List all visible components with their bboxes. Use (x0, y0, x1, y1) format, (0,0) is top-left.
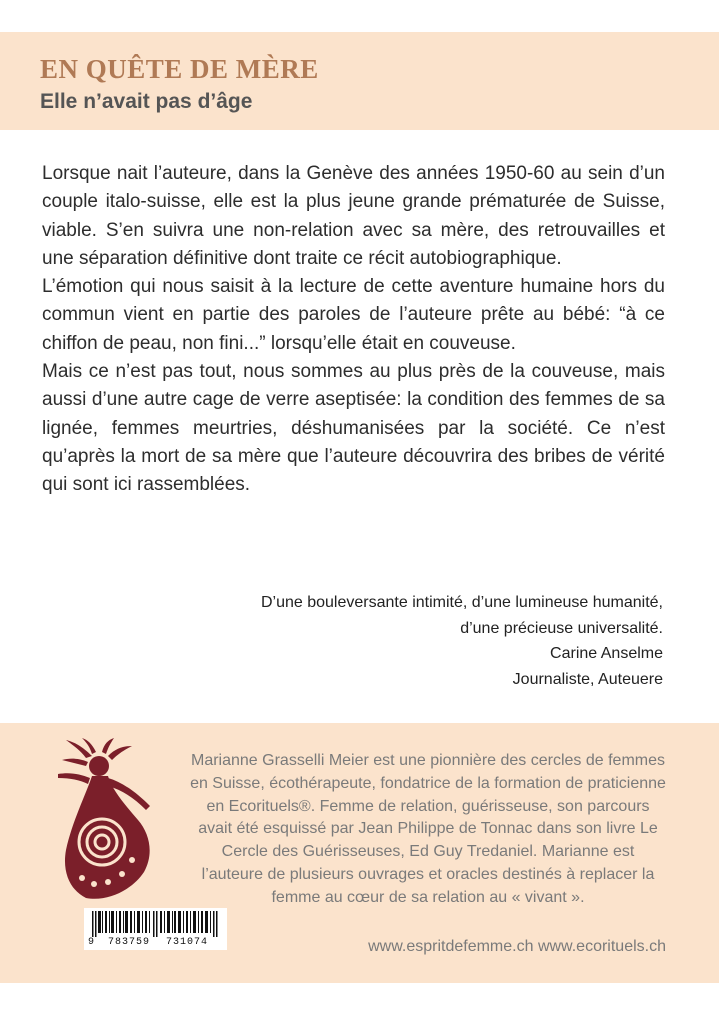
book-title: EN QUÊTE DE MÈRE (40, 54, 319, 84)
dancing-woman-spiral-icon (52, 738, 162, 900)
quote-line-2: d’une précieuse universalité. (460, 619, 663, 637)
blurb-paragraph-1: Lorsque nait l’auteure, dans la Genève des années 1950-60 au sein d’un couple italo-suisse, elle est la plus jeune grande prématurée de Suisse, viable. S’en suivra une non-relation avec sa mère, des retrouvailles et une séparation définitive dont traite ce récit autobiographique. (42, 163, 665, 269)
author-bio: Marianne Grasselli Meier est une pionnière des cercles de femmes en Suisse, écothérapeute, fondatrice de la formation de praticienne en Ecorituels®. Femme de relation, guérisseuse, son parcours avait été esquissé par Jean Philippe de Tonnac dans son livre Le Cercle des Guérisseuses, Ed Guy Tredaniel. Marianne est l’auteure de plusieurs ouvrages et oracles destinés à replacer la femme au cœur de sa relation au « vivant ». (190, 752, 666, 906)
barcode-icon (92, 911, 220, 937)
isbn-right-group: 731074 (166, 937, 209, 948)
quote-line-1: D’une bouleversante intimité, d’une lumineuse humanité, (260, 594, 663, 611)
quote-author: Carine Anselme (550, 645, 663, 663)
blurb-text (42, 160, 665, 500)
isbn-barcode (84, 908, 227, 950)
book-subtitle: Elle n’avait pas d’âge (40, 90, 253, 113)
isbn-left-group: 783759 (108, 937, 151, 948)
website-links: www.espritdefemme.ch www.ecorituels.ch (368, 938, 666, 955)
blurb-paragraph-2: L’émotion qui nous saisit à la lecture de cette aventure humaine hors du commun vient en partie des paroles de l’auteure prête au bébé: “à ce chiffon de peau, non fini...” lorsqu’elle était en couveuse. (42, 276, 665, 354)
isbn-prefix: 9 (88, 937, 95, 948)
isbn-number (86, 937, 225, 949)
quote-author-role: Journaliste, Auteuere (512, 671, 663, 689)
blurb-paragraph-3: Mais ce n’est pas tout, nous sommes au plus près de la couveuse, mais aussi d’une autre cage de verre aseptisée: la condition des femmes de sa lignée, femmes meurtries, déshumanisées par la société. Ce n’est qu’après la mort de sa mère que l’auteure découvrira des bribes de vérité qui sont ici rassemblées. (42, 361, 665, 496)
review-quote (150, 590, 663, 693)
